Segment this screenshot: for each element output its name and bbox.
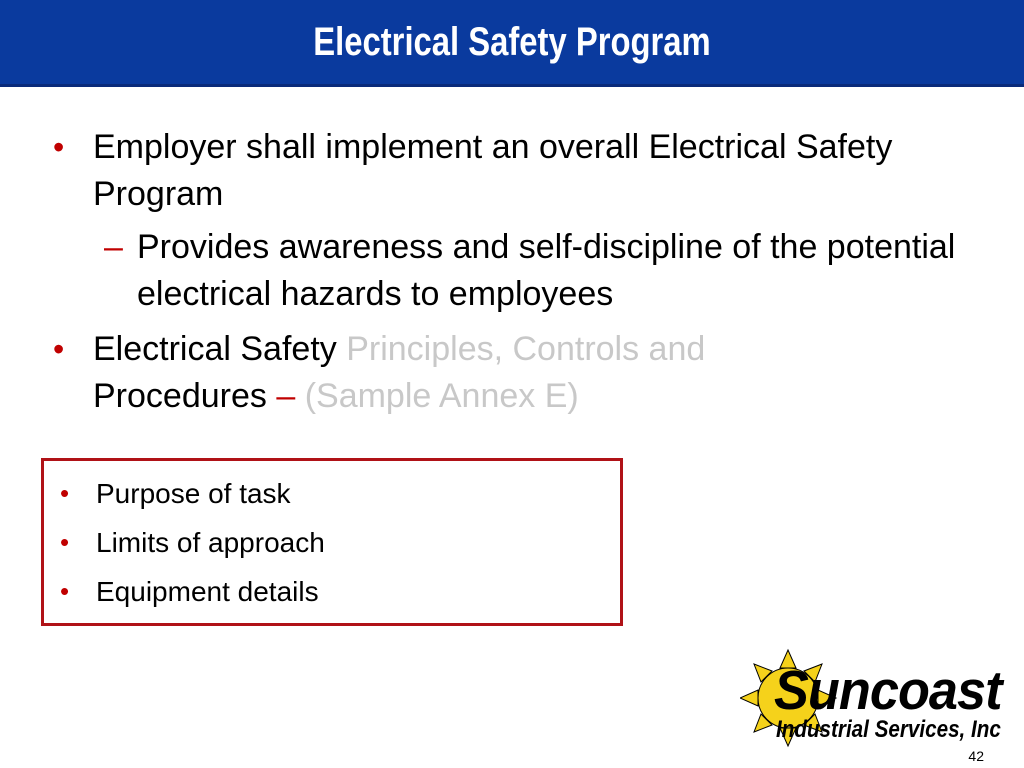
bullet-item: [50, 124, 980, 218]
bullet-text-dark: Electrical Safety: [93, 330, 347, 368]
bullet-item: [50, 326, 980, 420]
bullet-text: Employer shall implement an overall Electrical Safety Program: [93, 128, 893, 213]
slide-title: Electrical Safety Program: [313, 19, 711, 64]
bullet-dot: •: [60, 527, 70, 557]
sub-bullet-item: [50, 224, 980, 318]
bullet-dot: •: [53, 331, 65, 367]
box-list: [54, 469, 325, 616]
box-item: [54, 469, 325, 518]
bullet-text-light: Principles, Controls and: [346, 330, 706, 368]
box-item: [54, 518, 325, 567]
bullet-dot: •: [53, 129, 65, 165]
title-divider: [0, 84, 1024, 87]
bullet-text-light: (Sample Annex E): [304, 377, 579, 415]
highlight-box: [41, 458, 623, 626]
box-item-text: Purpose of task: [96, 478, 291, 509]
bullet-text-dark: Procedures: [93, 377, 267, 415]
box-item: [54, 567, 325, 616]
box-item-text: Equipment details: [96, 576, 319, 607]
bullet-dash: –: [266, 377, 305, 415]
logo-name: Suncoast: [774, 659, 1002, 721]
sub-bullet-text: Provides awareness and self-discipline of the potential electrical hazards to employees: [137, 228, 956, 313]
box-item-text: Limits of approach: [96, 527, 325, 558]
bullet-list: [50, 124, 980, 420]
bullet-dot: •: [60, 576, 70, 606]
sub-bullet-dash: –: [104, 228, 123, 266]
bullet-dot: •: [60, 478, 70, 508]
page-number: 42: [968, 748, 984, 764]
title-bar: [0, 0, 1024, 84]
company-logo: [740, 648, 1010, 748]
logo-subtitle: Industrial Services, Inc: [776, 716, 1001, 743]
